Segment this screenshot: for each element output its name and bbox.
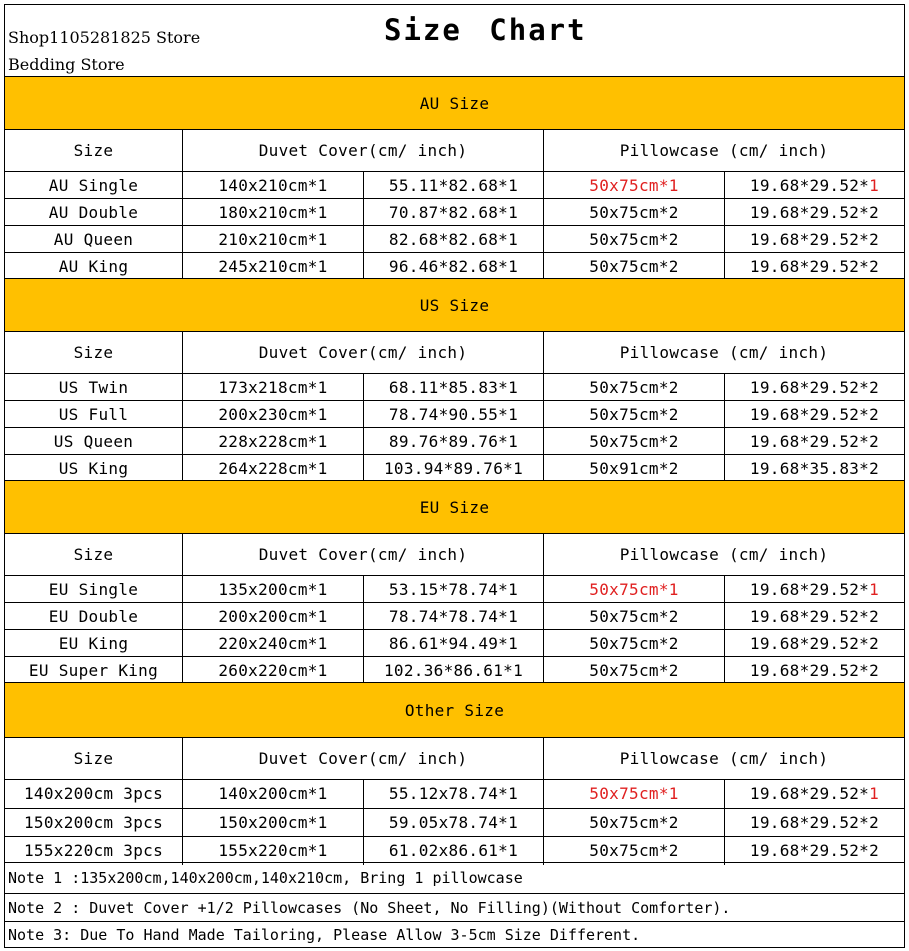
duvet-inch-cell: 70.87*82.68*1 <box>363 199 543 225</box>
duvet-inch-cell: 103.94*89.76*1 <box>363 455 543 481</box>
pillow-inch-qty: 2 <box>869 202 880 222</box>
section-band <box>5 480 904 533</box>
duvet-inch-cell: 55.11*82.68*1 <box>363 172 543 198</box>
pillow-inch-base: 19.68*35.83* <box>749 458 870 478</box>
duvet-inch-cell: 61.02x86.61*1 <box>363 837 543 865</box>
size-cell: EU Super King <box>28 660 159 680</box>
pillow-cm-cell: 50x75cm*2 <box>543 603 724 629</box>
pillow-cm-cell: 50x75cm*2 <box>543 837 724 865</box>
pillow-inch-cell <box>724 837 904 865</box>
duvet-cm-cell: 180x210cm*1 <box>182 199 363 225</box>
pillow-inch-base: 19.68*29.52* <box>749 431 870 451</box>
column-header-duvet: Duvet Cover(cm/ inch) <box>182 738 543 779</box>
column-header-size: Size <box>73 343 114 362</box>
pillow-cm-cell: 50x75cm*2 <box>543 428 724 454</box>
section-band-label: AU Size <box>419 93 490 113</box>
duvet-cm-cell: 135x200cm*1 <box>182 576 363 602</box>
table-row <box>5 171 904 198</box>
duvet-cm-cell: 150x200cm*1 <box>182 809 363 837</box>
pillow-inch-qty: 2 <box>869 841 880 861</box>
table-row <box>5 252 904 279</box>
duvet-inch-cell: 82.68*82.68*1 <box>363 226 543 252</box>
table-row <box>5 656 904 683</box>
pillow-inch-qty: 2 <box>869 229 880 249</box>
pillow-inch-base: 19.68*29.52* <box>749 579 870 599</box>
pillow-inch-base: 19.68*29.52* <box>749 660 870 680</box>
table-row <box>5 198 904 225</box>
duvet-cm-cell: 200x230cm*1 <box>182 401 363 427</box>
duvet-inch-cell: 96.46*82.68*1 <box>363 253 543 279</box>
table-row <box>5 779 904 808</box>
section-band <box>5 278 904 331</box>
column-header-pillow: Pillowcase (cm/ inch) <box>543 332 904 373</box>
pillow-inch-cell <box>724 809 904 837</box>
size-chart-sheet <box>4 4 905 948</box>
pillow-inch-base: 19.68*29.52* <box>749 229 870 249</box>
table-row <box>5 629 904 656</box>
column-header-pillow: Pillowcase (cm/ inch) <box>543 130 904 171</box>
pillow-inch-base: 19.68*29.52* <box>749 812 870 832</box>
column-header-row <box>5 737 904 779</box>
column-header-row <box>5 533 904 575</box>
duvet-inch-cell: 89.76*89.76*1 <box>363 428 543 454</box>
pillow-inch-qty: 2 <box>869 404 880 424</box>
pillow-inch-qty: 2 <box>869 633 880 653</box>
duvet-inch-cell: 53.15*78.74*1 <box>363 576 543 602</box>
pillow-cm-cell: 50x91cm*2 <box>543 455 724 481</box>
note-line: Note 3: Due To Hand Made Tailoring, Please Allow 3-5cm Size Different. <box>5 921 904 948</box>
pillow-inch-base: 19.68*29.52* <box>749 404 870 424</box>
table-row <box>5 400 904 427</box>
section-band <box>5 682 904 737</box>
duvet-cm-cell: 140x200cm*1 <box>182 780 363 808</box>
pillow-inch-qty: 2 <box>869 606 880 626</box>
pillow-inch-base: 19.68*29.52* <box>749 784 870 804</box>
duvet-cm-cell: 200x200cm*1 <box>182 603 363 629</box>
duvet-cm-cell: 210x210cm*1 <box>182 226 363 252</box>
size-cell: US Queen <box>53 431 134 451</box>
size-cell: EU Double <box>48 606 139 626</box>
pillow-inch-cell <box>724 455 904 481</box>
duvet-inch-cell: 78.74*78.74*1 <box>363 603 543 629</box>
duvet-cm-cell: 155x220cm*1 <box>182 837 363 865</box>
column-header-size: Size <box>73 749 114 768</box>
table-row <box>5 454 904 481</box>
size-cell: US Full <box>58 404 129 424</box>
column-header-row <box>5 129 904 171</box>
pillow-inch-qty: 1 <box>869 175 880 195</box>
pillow-cm-cell: 50x75cm*2 <box>543 226 724 252</box>
pillow-cm-cell: 50x75cm*1 <box>543 576 724 602</box>
size-cell: AU Queen <box>53 229 134 249</box>
table-row <box>5 427 904 454</box>
size-cell: US King <box>58 458 129 478</box>
table-row <box>5 373 904 400</box>
column-header-size: Size <box>73 545 114 564</box>
duvet-cm-cell: 228x228cm*1 <box>182 428 363 454</box>
table-row <box>5 575 904 602</box>
pillow-inch-base: 19.68*29.52* <box>749 202 870 222</box>
size-cell: 140x200cm 3pcs <box>23 784 164 804</box>
size-cell: AU King <box>58 256 129 276</box>
section-band-label: US Size <box>419 295 490 315</box>
duvet-inch-cell: 102.36*86.61*1 <box>363 657 543 683</box>
pillow-inch-qty: 2 <box>869 377 880 397</box>
duvet-cm-cell: 245x210cm*1 <box>182 253 363 279</box>
size-cell: AU Double <box>48 202 139 222</box>
size-cell: 150x200cm 3pcs <box>23 812 164 832</box>
column-header-duvet: Duvet Cover(cm/ inch) <box>182 130 543 171</box>
pillow-inch-cell <box>724 428 904 454</box>
pillow-inch-base: 19.68*29.52* <box>749 175 870 195</box>
pillow-inch-base: 19.68*29.52* <box>749 606 870 626</box>
section-band-label: EU Size <box>419 497 490 517</box>
note-line: Note 1 :135x200cm,140x200cm,140x210cm, Bring 1 pillowcase <box>5 862 904 893</box>
duvet-inch-cell: 86.61*94.49*1 <box>363 630 543 656</box>
duvet-inch-cell: 55.12x78.74*1 <box>363 780 543 808</box>
size-cell: 155x220cm 3pcs <box>23 841 164 861</box>
pillow-inch-cell <box>724 603 904 629</box>
pillow-inch-cell <box>724 780 904 808</box>
size-cell: AU Single <box>48 175 139 195</box>
section-band-label: Other Size <box>404 700 505 720</box>
table-row <box>5 808 904 837</box>
pillow-cm-cell: 50x75cm*1 <box>543 172 724 198</box>
pillow-inch-base: 19.68*29.52* <box>749 841 870 861</box>
table-row <box>5 602 904 629</box>
page-title: Size Chart <box>384 13 587 47</box>
section-band <box>5 76 904 129</box>
pillow-cm-cell: 50x75cm*2 <box>543 657 724 683</box>
pillow-inch-base: 19.68*29.52* <box>749 256 870 276</box>
duvet-cm-cell: 140x210cm*1 <box>182 172 363 198</box>
pillow-inch-qty: 2 <box>869 431 880 451</box>
size-cell: EU King <box>58 633 129 653</box>
shop-name: Shop1105281825 Store <box>8 28 201 47</box>
pillow-inch-qty: 2 <box>869 812 880 832</box>
column-header-pillow: Pillowcase (cm/ inch) <box>543 738 904 779</box>
pillow-inch-cell <box>724 226 904 252</box>
pillow-inch-cell <box>724 199 904 225</box>
table-row <box>5 225 904 252</box>
column-header-size: Size <box>73 141 114 160</box>
column-header-duvet: Duvet Cover(cm/ inch) <box>182 332 543 373</box>
duvet-inch-cell: 68.11*85.83*1 <box>363 374 543 400</box>
pillow-inch-qty: 1 <box>869 579 880 599</box>
pillow-inch-qty: 2 <box>869 458 880 478</box>
column-header-duvet: Duvet Cover(cm/ inch) <box>182 534 543 575</box>
pillow-inch-cell <box>724 172 904 198</box>
pillow-inch-qty: 1 <box>869 784 880 804</box>
pillow-inch-base: 19.68*29.52* <box>749 377 870 397</box>
store-type: Bedding Store <box>8 55 125 74</box>
pillow-inch-cell <box>724 576 904 602</box>
pillow-inch-qty: 2 <box>869 256 880 276</box>
pillow-inch-cell <box>724 401 904 427</box>
pillow-inch-qty: 2 <box>869 660 880 680</box>
column-header-pillow: Pillowcase (cm/ inch) <box>543 534 904 575</box>
size-cell: US Twin <box>58 377 129 397</box>
note-line: Note 2 : Duvet Cover +1/2 Pillowcases (No Sheet, No Filling)(Without Comforter). <box>5 893 904 921</box>
pillow-cm-cell: 50x75cm*2 <box>543 401 724 427</box>
duvet-cm-cell: 260x220cm*1 <box>182 657 363 683</box>
table-row <box>5 836 904 865</box>
pillow-cm-cell: 50x75cm*2 <box>543 253 724 279</box>
pillow-cm-cell: 50x75cm*2 <box>543 199 724 225</box>
pillow-cm-cell: 50x75cm*2 <box>543 374 724 400</box>
duvet-inch-cell: 78.74*90.55*1 <box>363 401 543 427</box>
pillow-inch-cell <box>724 630 904 656</box>
pillow-inch-cell <box>724 657 904 683</box>
pillow-inch-cell <box>724 253 904 279</box>
pillow-inch-cell <box>724 374 904 400</box>
duvet-cm-cell: 173x218cm*1 <box>182 374 363 400</box>
column-header-row <box>5 331 904 373</box>
pillow-cm-cell: 50x75cm*2 <box>543 630 724 656</box>
duvet-cm-cell: 264x228cm*1 <box>182 455 363 481</box>
size-cell: EU Single <box>48 579 139 599</box>
duvet-cm-cell: 220x240cm*1 <box>182 630 363 656</box>
duvet-inch-cell: 59.05x78.74*1 <box>363 809 543 837</box>
pillow-cm-cell: 50x75cm*1 <box>543 780 724 808</box>
pillow-cm-cell: 50x75cm*2 <box>543 809 724 837</box>
pillow-inch-base: 19.68*29.52* <box>749 633 870 653</box>
